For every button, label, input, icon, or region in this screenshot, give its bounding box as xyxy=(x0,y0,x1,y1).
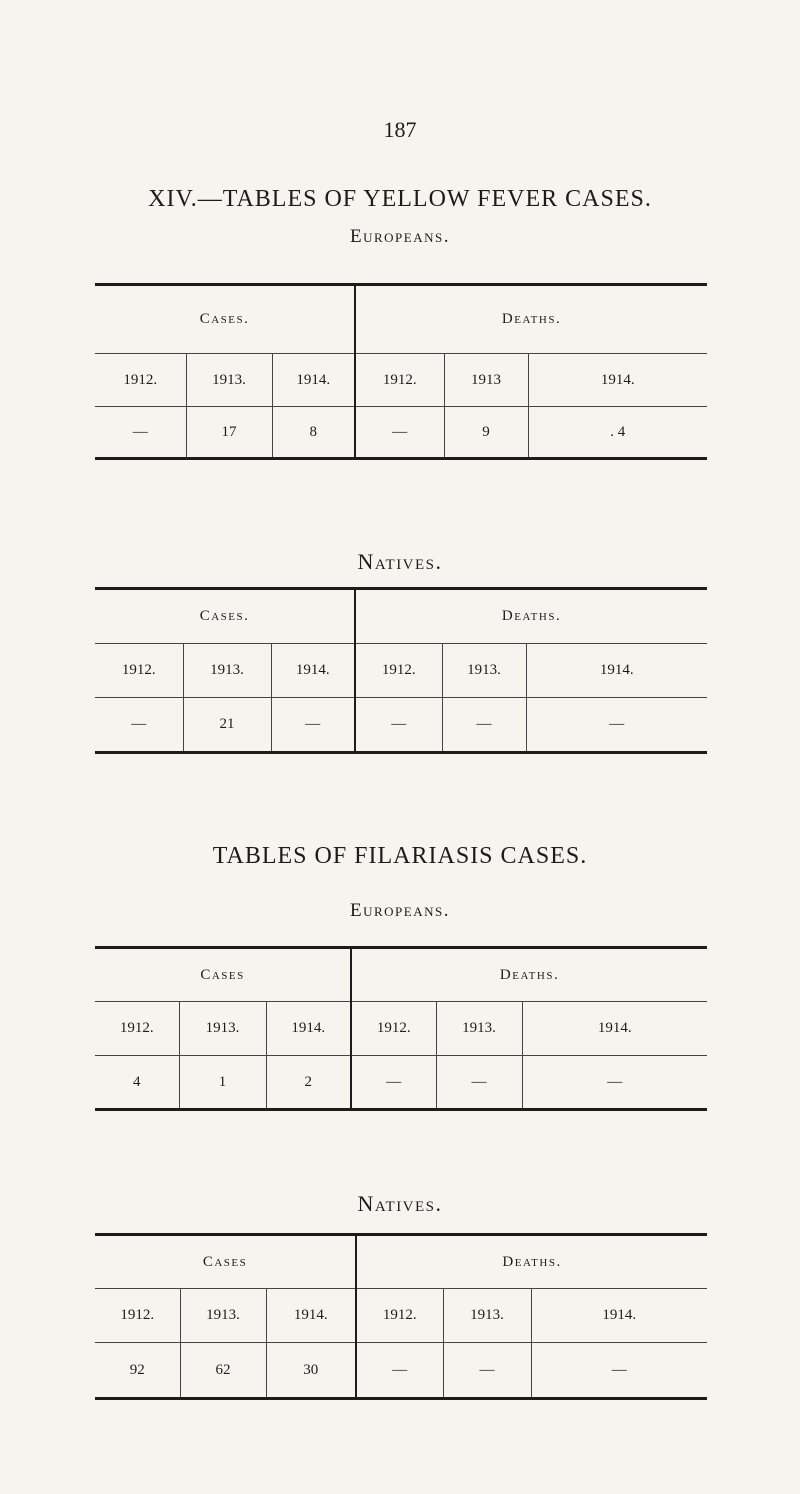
year-cell: 1913. xyxy=(442,644,526,698)
year-cell: 1912. xyxy=(351,1002,436,1056)
year-cell: 1912. xyxy=(95,354,186,407)
page-number: 187 xyxy=(383,117,417,142)
year-cell: 1912. xyxy=(355,644,442,698)
yellow-fever-europeans-table xyxy=(95,283,707,460)
filariasis-natives-table xyxy=(95,1233,707,1400)
value-cell: 1 xyxy=(179,1056,266,1110)
year-cell: 1913. xyxy=(180,1289,266,1343)
deaths-header: Deaths. xyxy=(355,285,707,354)
year-cell: 1912. xyxy=(356,1289,443,1343)
year-cell: 1912. xyxy=(95,644,183,698)
cases-header: Cases xyxy=(95,948,351,1002)
value-cell: — xyxy=(609,716,625,732)
year-cell: 1913. xyxy=(443,1289,531,1343)
filariasis-europeans-heading: Europeans. xyxy=(350,900,450,921)
value-cell: 4 xyxy=(95,1056,179,1110)
year-cell: 1913. xyxy=(186,354,272,407)
value-cell: — xyxy=(355,698,442,753)
filariasis-title: TABLES OF FILARIASIS CASES. xyxy=(212,843,588,869)
yellow-fever-natives-table xyxy=(95,587,707,754)
value-cell: 2 xyxy=(266,1056,351,1110)
year-cell: 1914. xyxy=(266,1002,351,1056)
value-cell: — xyxy=(271,698,355,753)
year-cell: 1913 xyxy=(444,354,528,407)
deaths-header: Deaths. xyxy=(355,589,707,644)
year-cell: 1914. xyxy=(526,644,707,698)
year-cell: 1913. xyxy=(179,1002,266,1056)
filariasis-europeans-table xyxy=(95,946,707,1111)
value-cell: 92 xyxy=(95,1343,180,1399)
value-cell: — xyxy=(442,698,526,753)
year-cell: 1914. xyxy=(266,1289,356,1343)
cases-header: Cases. xyxy=(95,285,355,354)
value-cell: 17 xyxy=(186,407,272,459)
year-cell: 1912. xyxy=(95,1002,179,1056)
deaths-header: Deaths. xyxy=(356,1235,707,1289)
year-cell: 1914. xyxy=(271,644,355,698)
cases-header: Cases. xyxy=(95,589,355,644)
value-cell: — xyxy=(95,698,183,753)
value-cell: — xyxy=(436,1056,522,1110)
value-cell: 30 xyxy=(266,1343,356,1399)
year-cell: 1914. xyxy=(272,354,355,407)
value-cell: — xyxy=(355,407,444,459)
value-cell: — xyxy=(351,1056,436,1110)
yellow-fever-europeans-heading: Europeans. xyxy=(350,226,450,247)
value-cell: — xyxy=(95,407,186,459)
year-cell: 1913. xyxy=(436,1002,522,1056)
cases-header: Cases xyxy=(95,1235,356,1289)
value-cell: — xyxy=(443,1343,531,1399)
value-cell: 9 xyxy=(444,407,528,459)
year-cell: 1913. xyxy=(183,644,271,698)
year-cell: 1914. xyxy=(528,354,707,407)
value-cell: . 4 xyxy=(610,423,626,440)
value-cell: 8 xyxy=(272,407,355,459)
value-cell: — xyxy=(607,1073,623,1090)
value-cell: — xyxy=(611,1361,627,1378)
year-cell: 1912. xyxy=(95,1289,180,1343)
filariasis-natives-heading: Natives. xyxy=(357,1191,443,1216)
yellow-fever-title: XIV.—TABLES OF YELLOW FEVER CASES. xyxy=(148,186,652,212)
deaths-header: Deaths. xyxy=(351,948,707,1002)
year-cell: 1912. xyxy=(355,354,444,407)
yellow-fever-natives-heading: Natives. xyxy=(357,549,443,574)
value-cell: 62 xyxy=(180,1343,266,1399)
value-cell: — xyxy=(356,1343,443,1399)
year-cell: 1914. xyxy=(531,1289,707,1343)
value-cell: 21 xyxy=(183,698,271,753)
year-cell: 1914. xyxy=(522,1002,707,1056)
